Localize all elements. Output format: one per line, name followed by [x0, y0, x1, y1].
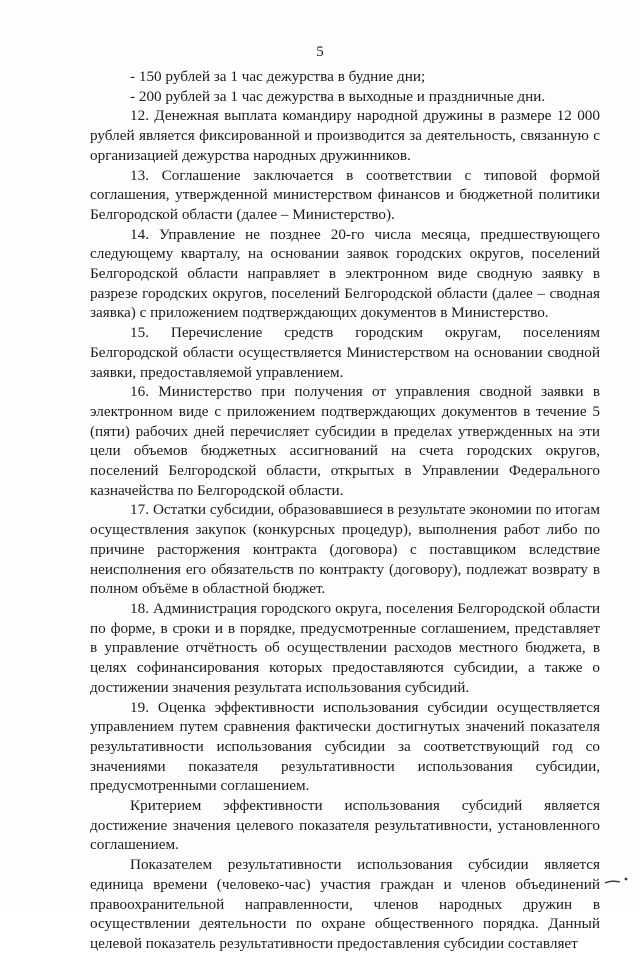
- paragraph-14: 14. Управление не позднее 20-го числа месяца, предшествующего следующему кварталу, на основании заявок городских округов, поселений Белгородской области направляет в электронном виде сводную заявку в разрезе городских округов, поселений Белгородской области (далее – сводная заявка) с приложением подтверждающих документов в Министерство.: [90, 225, 600, 322]
- page-number: 5: [316, 44, 324, 60]
- paragraph-16: 16. Министерство при получения от управления сводной заявки в электронном виде с приложением подтверждающих документов в течение 5 (пяти) рабочих дней перечисляет субсидии в пределах утвержденных на эти цели объемов бюджетных ассигнований на счета городских округов, поселений Белгородской области, открытых в Управлении Федерального казначейства по Белгородской области.: [90, 383, 600, 499]
- paragraph-13: 13. Соглашение заключается в соответствии с типовой формой соглашения, утвержденной министерством финансов и бюджетной политики Белгородской области (далее – Министерство).: [90, 166, 600, 223]
- paragraph-criterion: Критерием эффективности использования субсидий является достижение значения целевого показателя результативности, установленного соглашением.: [90, 797, 600, 854]
- scan-mark: [603, 874, 631, 888]
- paragraph-15: 15. Перечисление средств городским округам, поселениям Белгородской области осуществляется Министерством на основании сводной заявки, предоставляемой управлением.: [90, 324, 600, 381]
- document-body: [90, 67, 600, 954]
- paragraph-17: 17. Остатки субсидии, образовавшиеся в результате экономии по итогам осуществления закупок (конкурсных процедур), выполнения работ либо по причине расторжения контракта (договора) с поставщиком вследствие неисполнения его обязательств по контракту (договору), подлежат возврату в полном объёме в областной бюджет.: [90, 501, 600, 598]
- paragraph-12: 12. Денежная выплата командиру народной дружины в размере 12 000 рублей является фиксированной и производится за деятельность, связанную с организацией дежурства народных дружинников.: [90, 107, 600, 164]
- paragraph-rate-weekends: - 200 рублей за 1 час дежурства в выходные и праздничные дни.: [130, 87, 546, 105]
- paragraph-indicator: Показателем результативности использования субсидии является единица времени (человеко-час) участия граждан и членов объединений правоохранительной направленности, членов народных дружин в осуществлении деятельности по охране общественного порядка. Данный целевой показатель результативности предоставления субсидии составляет: [90, 856, 600, 952]
- paragraph-rate-weekdays: - 150 рублей за 1 час дежурства в будние дни;: [130, 68, 426, 85]
- paragraph-19: 19. Оценка эффективности использования субсидии осуществляется управлением путем сравнения фактически достигнутых значений показателя результативности использования субсидии за соответствующий год со значениями показателя результативности использования субсидии, предусмотренными соглашением.: [90, 698, 600, 795]
- paragraph-18: 18. Администрация городского округа, поселения Белгородской области по форме, в сроки и в порядке, предусмотренные соглашением, представляет в управление отчётность об осуществлении расходов местного бюджета, в целях софинансирования которых предоставляются субсидии, а также о достижении значения результата использования субсидий.: [90, 599, 600, 696]
